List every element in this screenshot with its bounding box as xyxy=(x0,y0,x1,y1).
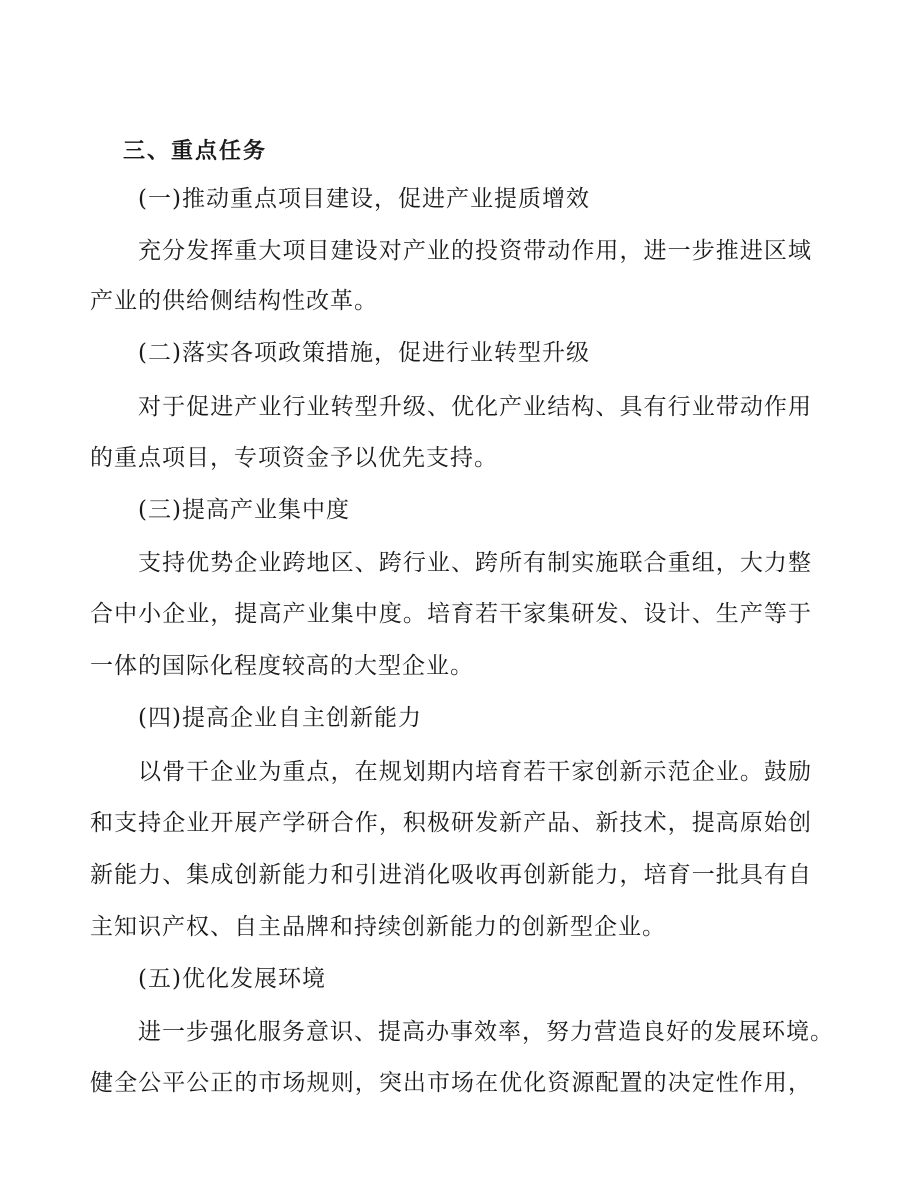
paragraph-4-line-4: 主知识产权、自主品牌和持续创新能力的创新型企业。 xyxy=(90,914,666,940)
paragraph-2-line-1: 对于促进产业行业转型升级、优化产业结构、具有行业带动作用 xyxy=(138,394,812,420)
subsection-title-4: (四)提高企业自主创新能力 xyxy=(138,705,422,731)
paragraph-4-line-2: 和支持企业开展产学研合作，积极研发新产品、新技术，提高原始创 xyxy=(90,810,812,836)
paragraph-1-line-2: 产业的供给侧结构性改革。 xyxy=(90,288,378,314)
paragraph-3-line-1: 支持优势企业跨地区、跨行业、跨所有制实施联合重组，大力整 xyxy=(138,550,812,576)
paragraph-5-line-2: 健全公平公正的市场规则，突出市场在优化资源配置的决定性作用， xyxy=(90,1070,812,1096)
paragraph-4-line-1: 以骨干企业为重点，在规划期内培育若干家创新示范企业。鼓励 xyxy=(138,759,812,785)
subsection-title-2: (二)落实各项政策措施，促进行业转型升级 xyxy=(138,340,590,366)
paragraph-4-line-3: 新能力、集成创新能力和引进消化吸收再创新能力，培育一批具有自 xyxy=(90,862,812,888)
paragraph-1-line-1: 充分发挥重大项目建设对产业的投资带动作用，进一步推进区域 xyxy=(138,238,812,264)
paragraph-5-line-1: 进一步强化服务意识、提高办事效率，努力营造良好的发展环境。 xyxy=(138,1019,834,1045)
subsection-title-3: (三)提高产业集中度 xyxy=(138,497,350,523)
subsection-title-5: (五)优化发展环境 xyxy=(138,966,326,992)
section-heading: 三、重点任务 xyxy=(123,139,268,164)
paragraph-3-line-3: 一体的国际化程度较高的大型企业。 xyxy=(90,653,474,679)
paragraph-3-line-2: 合中小企业，提高产业集中度。培育若干家集研发、设计、生产等于 xyxy=(90,601,812,627)
subsection-title-1: (一)推动重点项目建设，促进产业提质增效 xyxy=(138,186,590,212)
paragraph-2-line-2: 的重点项目，专项资金予以优先支持。 xyxy=(90,445,498,471)
